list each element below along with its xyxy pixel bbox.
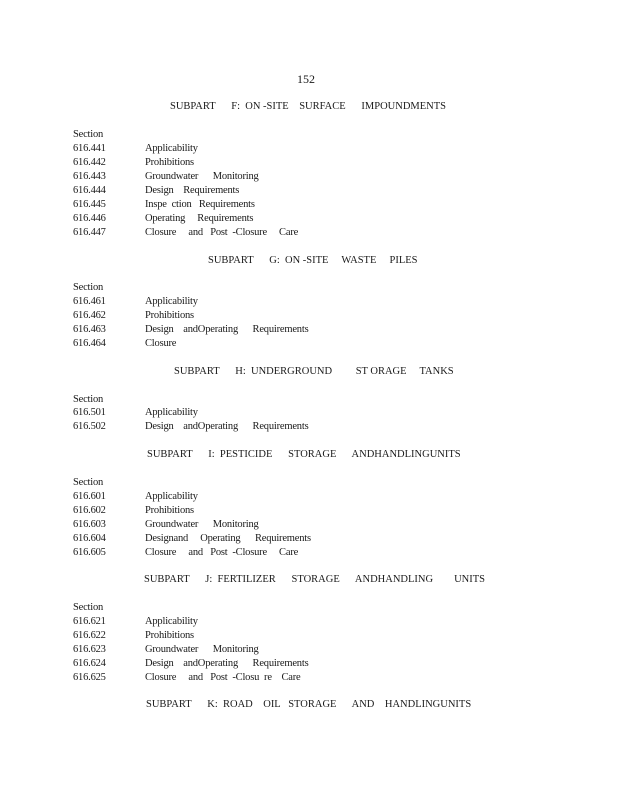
subpart-i-heading: SUBPART I: PESTICIDE STORAGE ANDHANDLINGUNITS (147, 449, 461, 460)
section-title: Closure and Post -Closu re Care (145, 672, 301, 683)
section-title: Operating Requirements (145, 213, 254, 224)
section-label: Section (73, 129, 104, 140)
section-title: Applicability (145, 296, 198, 307)
section-title: Applicability (145, 143, 198, 154)
subpart-f-heading: SUBPART F: ON -SITE SURFACE IMPOUNDMENTS (170, 101, 447, 112)
section-title: Groundwater Monitoring (145, 644, 259, 655)
section-title: Groundwater Monitoring (145, 519, 259, 530)
section-label: Section (73, 394, 104, 405)
section-title: Inspe ction Requirements (145, 199, 255, 210)
section-number: 616.461 (73, 296, 106, 307)
section-number: 616.464 (73, 338, 106, 349)
subpart-k-heading: SUBPART K: ROAD OIL STORAGE AND HANDLINGUNITS (146, 699, 472, 710)
section-label: Section (73, 282, 104, 293)
section-number: 616.502 (73, 421, 106, 432)
section-number: 616.462 (73, 310, 106, 321)
section-number: 616.625 (73, 672, 106, 683)
subpart-g-heading: SUBPART G: ON -SITE WASTE PILES (208, 255, 418, 266)
section-title: Prohibitions (145, 505, 194, 516)
section-number: 616.443 (73, 171, 106, 182)
section-number: 616.621 (73, 616, 106, 627)
section-title: Design andOperating Requirements (145, 658, 309, 669)
section-number: 616.622 (73, 630, 106, 641)
section-title: Design andOperating Requirements (145, 421, 309, 432)
section-title: Groundwater Monitoring (145, 171, 259, 182)
section-number: 616.444 (73, 185, 106, 196)
section-number: 616.601 (73, 491, 106, 502)
section-title: Closure and Post -Closure Care (145, 227, 299, 238)
section-title: Prohibitions (145, 310, 194, 321)
section-title: Prohibitions (145, 630, 194, 641)
section-title: Design Requirements (145, 185, 240, 196)
section-number: 616.441 (73, 143, 106, 154)
section-label: Section (73, 477, 104, 488)
subpart-h-heading: SUBPART H: UNDERGROUND ST ORAGE TANKS (174, 366, 454, 377)
section-number: 616.603 (73, 519, 106, 530)
section-number: 616.501 (73, 407, 106, 418)
section-number: 616.623 (73, 644, 106, 655)
section-number: 616.442 (73, 157, 106, 168)
section-number: 616.624 (73, 658, 106, 669)
section-number: 616.602 (73, 505, 106, 516)
section-title: Applicability (145, 407, 198, 418)
section-title: Closure (145, 338, 177, 349)
section-title: Closure and Post -Closure Care (145, 547, 299, 558)
section-number: 616.446 (73, 213, 106, 224)
section-title: Design andOperating Requirements (145, 324, 309, 335)
page-number: 152 (297, 72, 315, 86)
section-title: Designand Operating Requirements (145, 533, 311, 544)
section-number: 616.463 (73, 324, 106, 335)
section-number: 616.605 (73, 547, 106, 558)
section-title: Applicability (145, 616, 198, 627)
section-label: Section (73, 602, 104, 613)
section-title: Prohibitions (145, 157, 194, 168)
section-title: Applicability (145, 491, 198, 502)
section-number: 616.445 (73, 199, 106, 210)
subpart-j-heading: SUBPART J: FERTILIZER STORAGE ANDHANDLING UNITS (144, 574, 485, 585)
section-number: 616.447 (73, 227, 106, 238)
section-number: 616.604 (73, 533, 106, 544)
